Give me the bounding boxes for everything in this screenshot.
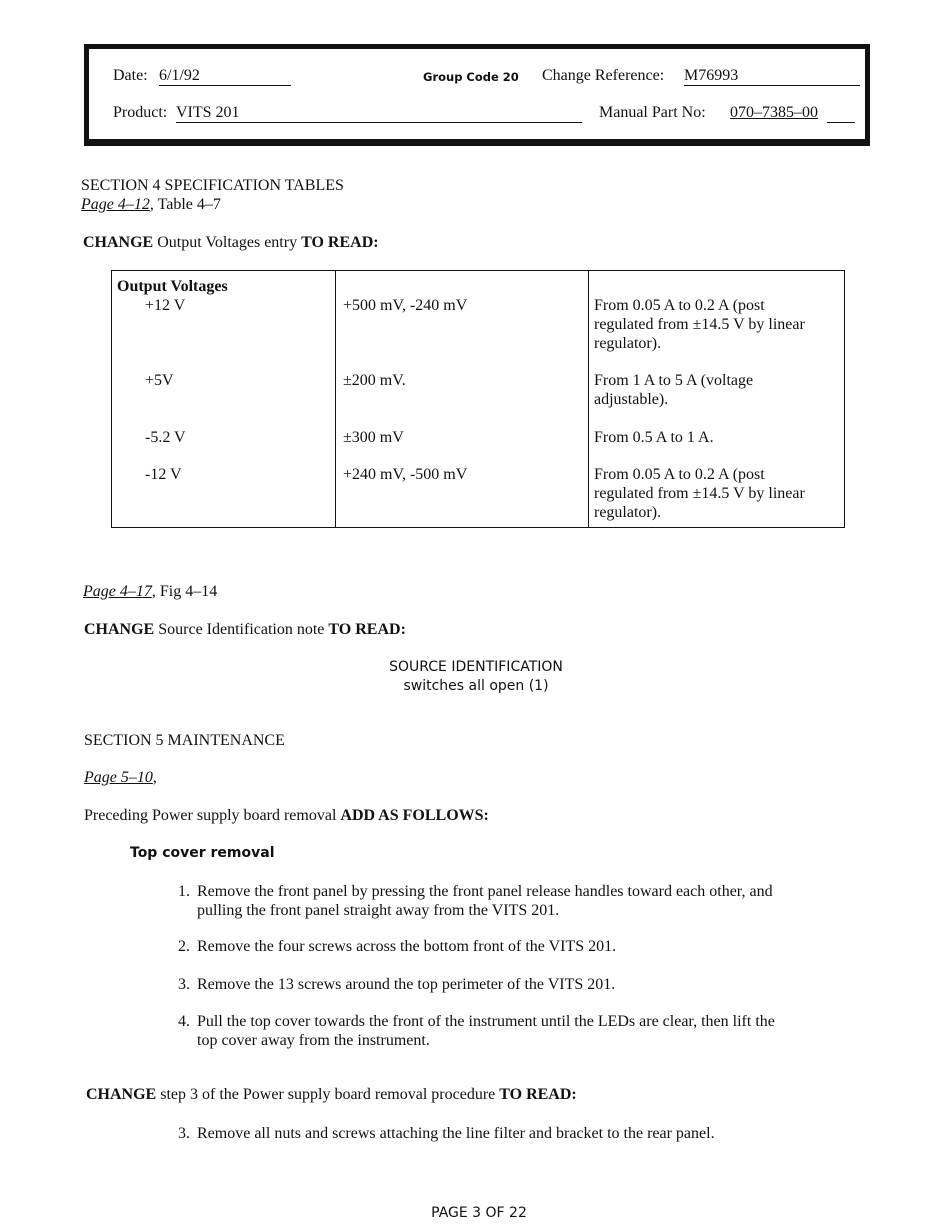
current-line: From 1 A to 5 A (voltage [594,372,754,389]
top-cover-removal-heading: Top cover removal [130,845,275,861]
date-underline [159,85,291,86]
current-range-cell [594,465,805,522]
figure-ref: , Fig 4–14 [151,583,218,600]
current-line: regulator). [594,504,662,521]
output-voltages-table [111,270,845,528]
section-5-title: SECTION 5 MAINTENANCE [84,732,285,749]
step-line: Pull the top cover towards the front of the instrument until the LEDs are clear, then lift the [197,1013,775,1030]
voltage-cell: -12 V [145,466,182,483]
group-code: Group Code 20 [423,70,519,84]
table-heading: Output Voltages [117,278,228,295]
change-keyword: CHANGE [86,1086,157,1103]
current-line: From 0.05 A to 0.2 A (post [594,297,765,314]
section-4-page-ref-line [81,196,221,214]
to-read-keyword: TO READ: [499,1086,577,1103]
step-number: 2. [178,938,190,955]
product-value: VITS 201 [176,104,240,121]
change-output-voltages-line [83,234,379,252]
step-text [197,882,858,920]
to-read-keyword: TO READ: [301,234,379,251]
page-ref-line-5-10 [84,769,157,787]
table-divider [588,271,589,527]
step-item [178,882,858,922]
step-line: Remove the 13 screws around the top perimeter of the VITS 201. [197,976,616,993]
tolerance-cell: +500 mV, -240 mV [343,297,468,314]
current-line: adjustable). [594,391,669,408]
section-4-title: SECTION 4 SPECIFICATION TABLES [81,177,344,194]
step-text [197,975,858,994]
step-number: 3. [178,976,190,993]
page-ref-4-17: Page 4–17 [83,583,152,600]
tolerance-cell: +240 mV, -500 mV [343,466,468,483]
preceding-line [84,807,489,825]
step-text [197,937,858,956]
preceding-text: Preceding Power supply board removal [84,807,341,824]
tolerance-cell: ±300 mV [343,429,404,446]
header-box [84,44,870,146]
change-step-3-line [86,1086,577,1104]
step-text: Remove all nuts and screws attaching the line filter and bracket to the rear panel. [197,1125,715,1142]
change-keyword: CHANGE [83,234,154,251]
product-label: Product: [113,104,168,121]
voltage-cell: +5V [145,372,174,389]
change-text: Output Voltages entry [153,234,302,251]
table-divider [335,271,336,527]
page-ref-line-4-17 [83,583,217,601]
step-text [197,1012,858,1050]
step-item [178,975,858,995]
voltage-cell: +12 V [145,297,186,314]
voltage-cell: -5.2 V [145,429,186,446]
manual-part-label: Manual Part No: [599,104,706,121]
change-keyword: CHANGE [84,621,155,638]
page-ref-suffix: , [152,769,157,786]
step-number: 3. [178,1125,190,1142]
current-range-cell [594,428,714,447]
change-text: Source Identification note [154,621,329,638]
current-line: From 0.05 A to 0.2 A (post [594,466,765,483]
change-reference-underline [684,85,860,86]
step-number: 1. [178,883,190,900]
note-title: SOURCE IDENTIFICATION [389,659,563,675]
page-number: PAGE 3 OF 22 [431,1205,527,1221]
date-value: 6/1/92 [159,67,200,84]
change-reference-value: M76993 [684,67,739,84]
change-text: step 3 of the Power supply board removal procedure [156,1086,500,1103]
table-ref: , Table 4–7 [149,196,221,213]
current-line: From 0.5 A to 1 A. [594,429,714,446]
step-number: 4. [178,1013,190,1030]
step-item [178,1012,858,1052]
current-line: regulated from ±14.5 V by linear [594,485,805,502]
note-detail: switches all open (1) [403,678,549,694]
step-line: top cover away from the instrument. [197,1032,430,1049]
step-item [178,937,858,957]
add-as-follows: ADD AS FOLLOWS: [340,807,489,824]
step-line: Remove the four screws across the bottom front of the VITS 201. [197,938,617,955]
tolerance-cell: ±200 mV. [343,372,406,389]
current-line: regulated from ±14.5 V by linear [594,316,805,333]
change-source-id-line [84,621,406,639]
source-identification-note [0,658,950,696]
product-underline [176,122,582,123]
current-line: regulator). [594,335,662,352]
change-reference-label: Change Reference: [542,67,665,84]
page-ref-4-12: Page 4–12 [81,196,150,213]
current-range-cell [594,296,805,353]
page-ref-5-10: Page 5–10 [84,769,153,786]
step-line: Remove the front panel by pressing the front panel release handles toward each other, and [197,883,773,900]
current-range-cell [594,371,753,409]
manual-part-value: 070–7385–00 [730,104,818,121]
step-item [178,1124,858,1144]
step-line: pulling the front panel straight away from the VITS 201. [197,902,560,919]
date-label: Date: [113,67,148,84]
to-read-keyword: TO READ: [328,621,406,638]
manual-part-underline [827,122,855,123]
